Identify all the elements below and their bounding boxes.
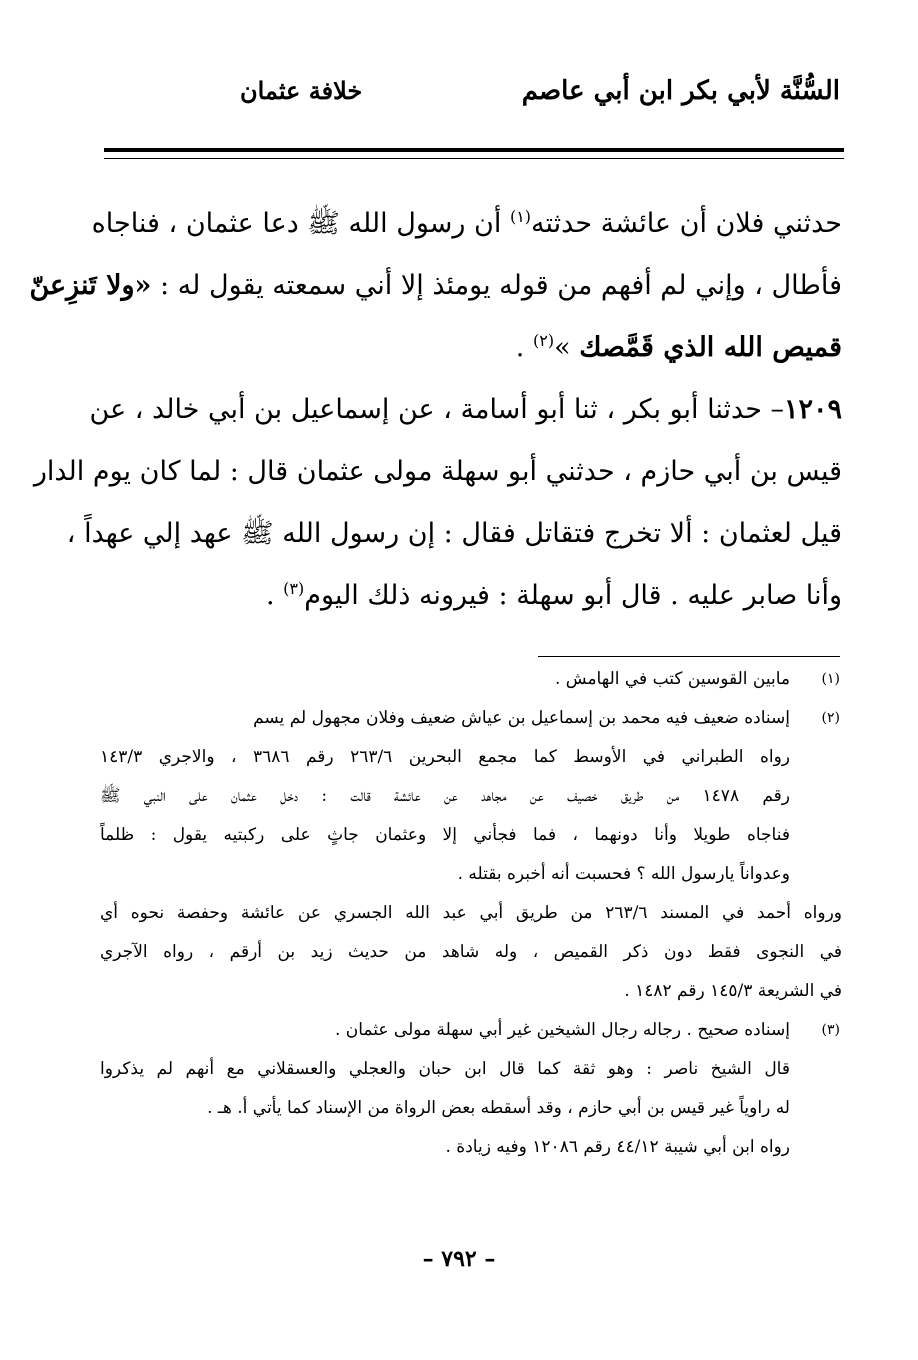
footnote-3-line-3: له راوياً غير قيس بن أبي حازم ، وقد أسقطه بعض الرواة من الإسناد كما يأتي أ. هـ .: [207, 1098, 790, 1118]
hadith-number: ١٢٠٩: [783, 394, 842, 425]
footnote-marker-1: (١): [821, 671, 840, 687]
footnote-3-line-4: رواه ابن أبي شيبة ٤٤/١٢ رقم ١٢٠٨٦ وفيه زيادة .: [445, 1137, 790, 1157]
footnote-2-line-5: وعدواناً يارسول الله ؟ فحسبت أنه أخبره بقتله .: [457, 864, 790, 884]
footnote-2-line-8: في الشريعة ١٤٥/٣ رقم ١٤٨٢ .: [624, 981, 842, 1001]
footnote-ref-3[interactable]: (٣): [283, 579, 305, 598]
main-line-4: ١٢٠٩– حدثنا أبو بكر ، ثنا أبو أسامة ، عن إسماعيل بن أبي خالد ، عن: [89, 394, 842, 425]
footnotes: [100, 668, 842, 1175]
footnote-separator: [538, 656, 840, 657]
main-line-5: قيس بن أبي حازم ، حدثني أبو سهلة مولى عثمان قال : لما كان يوم الدار: [33, 456, 842, 487]
footnote-2-line-4: فناجاه طويلا وأنا دونهما ، فما فجأني إلا وعثمان جاثٍ على ركبتيه يقول : ظلماً: [100, 825, 790, 845]
header-rule-thick: [104, 148, 844, 152]
running-header: [100, 68, 840, 118]
footnote-marker-3: (٣): [821, 1022, 840, 1038]
main-line-7: وأنا صابر عليه . قال أبو سهلة : فيرونه ذلك اليوم$^{(٣)}$ .: [265, 579, 842, 611]
main-line-3: قميص الله الذي قَمَّصك »$^{(٢)}$ .: [515, 331, 842, 363]
main-line-1: حدثني فلان أن عائشة حدثته$^{(١)}$ أن رسول الله ﷺ دعا عثمان ، فناجاه: [91, 207, 842, 239]
footnote-3-line-1: (٣) إسناده صحيح . رجاله رجال الشيخين غير أبي سهلة مولى عثمان .: [334, 1020, 840, 1040]
footnote-1-line-1: (١) مابين القوسين كتب في الهامش .: [554, 669, 840, 689]
footnote-ref-1[interactable]: (١): [509, 207, 532, 226]
footnote-2-line-1: (٢) إسناده ضعيف فيه محمد بن إسماعيل بن عياش ضعيف وفلان مجهول لم يسم: [253, 708, 840, 728]
footnote-2-line-2: رواه الطبراني في الأوسط كما مجمع البحرين ٢٦٣/٦ رقم ٣٦٨٦ ، والاجري ١٤٣/٣: [100, 747, 790, 767]
page-number: – ٧٩٢ –: [422, 1246, 496, 1272]
main-line-2: فأطال ، وإني لم أفهم من قوله يومئذ إلا أني سمعته يقول له : «ولا تَنزِعنّ: [29, 270, 842, 301]
footnote-2-line-6: ورواه أحمد في المسند ٢٦٣/٦ من طريق أبي عبد الله الجسري عن عائشة وحفصة نحوه أي: [100, 903, 842, 923]
book-title: السُّنَّة لأبي بكر ابن أبي عاصم: [521, 76, 840, 106]
footnote-ref-2[interactable]: (٢): [532, 331, 555, 350]
footnote-3-line-2: قال الشيخ ناصر : وهو ثقة كما قال ابن حبان والعجلي والعسقلاني مع أنهم لم يذكروا: [100, 1059, 790, 1079]
footnote-2-line-7: في النجوى فقط دون ذكر القميص ، وله شاهد من حديث زيد بن أرقم ، رواه الآجري: [100, 942, 842, 962]
footnote-2-line-3: رقم ١٤٧٨ من طريق خصيف عن مجاهد عن عائشة قالت : دخل عثمان على النبي ﷺ: [100, 786, 791, 806]
header-rule-thin: [104, 158, 844, 159]
main-line-6: قيل لعثمان : ألا تخرج فتقاتل فقال : إن رسول الله ﷺ عهد إلي عهداً ،: [66, 518, 842, 549]
main-text: [29, 207, 842, 642]
section-title: خلافة عثمان: [240, 76, 363, 105]
footnote-marker-2: (٢): [821, 710, 840, 726]
